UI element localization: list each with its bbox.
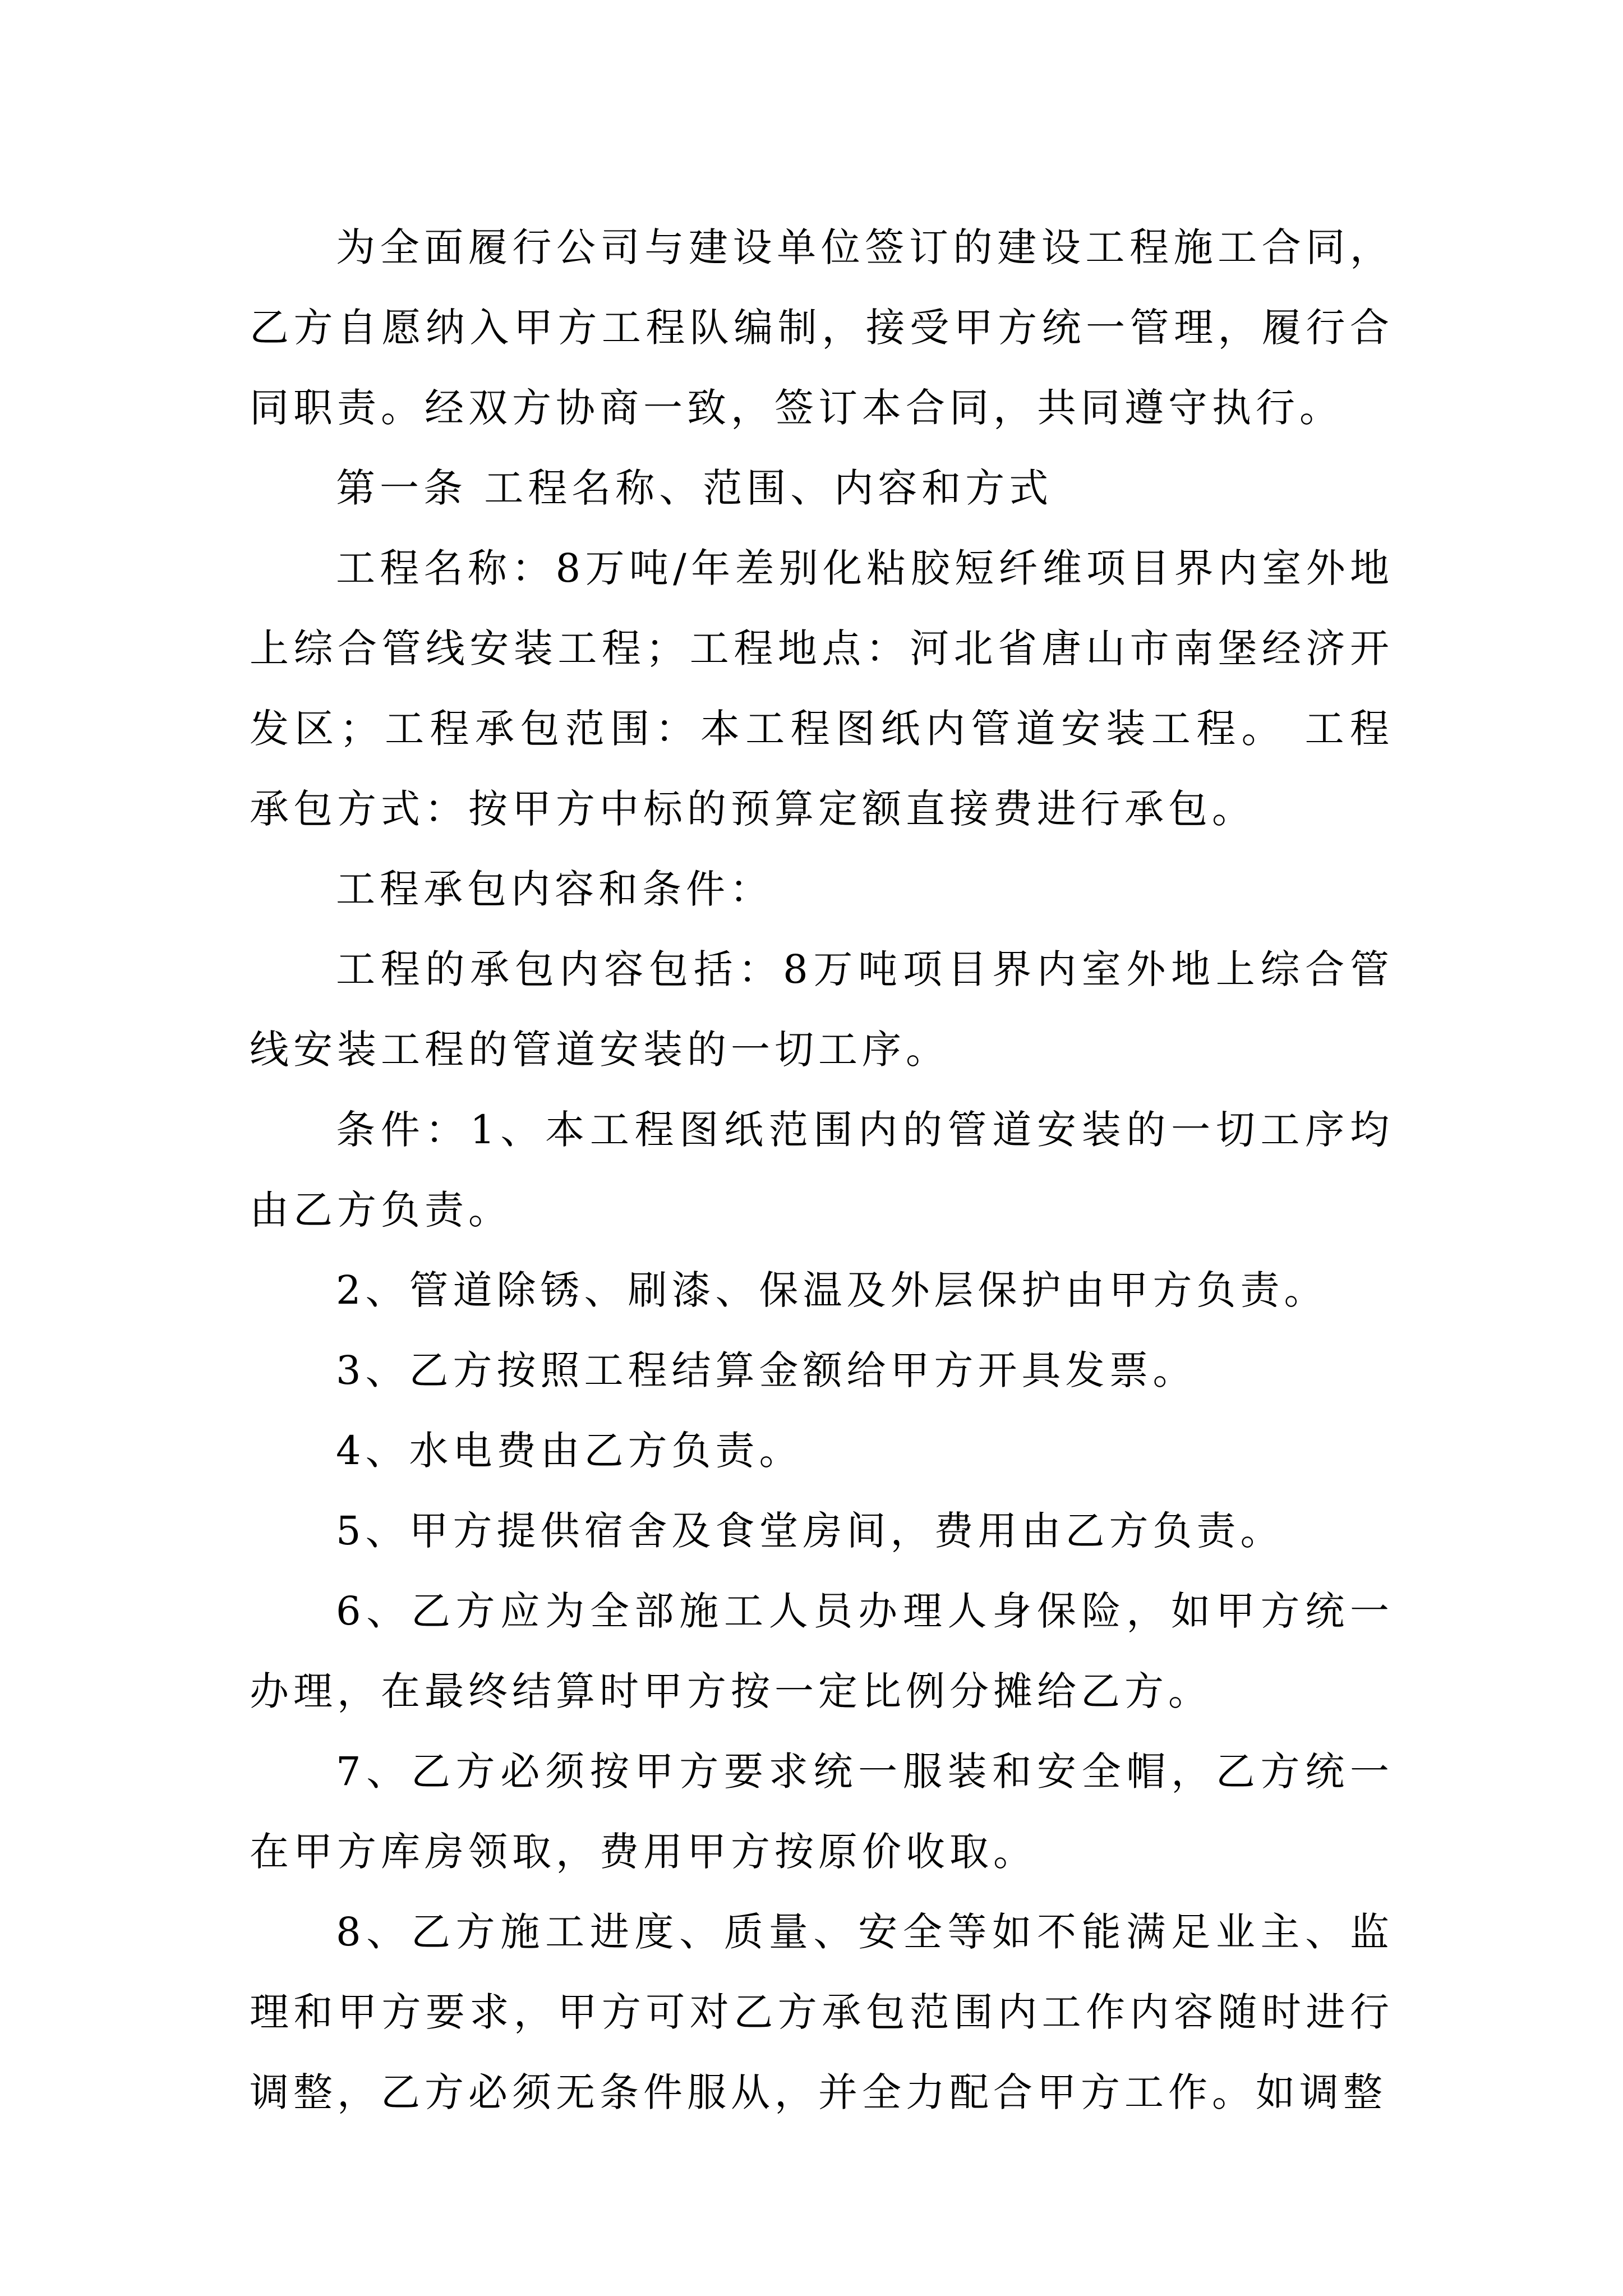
paragraph-scope-heading: 工程承包内容和条件： (336, 866, 773, 912)
paragraph-project-info: 工程名称：8万吨/年差别化粘胶短纤维项目界内室外地上综合管线安装工程；工程地点：河北省唐山市南堡经济开发区；工程承包范围：本工程图纸内管道安装工程。 工程承包方式：按甲方中标的预算定额直接费进行承包。 (250, 545, 1394, 832)
condition-item-8: 8、乙方施工进度、质量、安全等如不能满足业主、监理和甲方要求，甲方可对乙方承包范围内工作内容随时进行调整，乙方必须无条件服从，并全力配合甲方工作。如调整 (250, 1909, 1394, 2115)
condition-item-5: 5、甲方提供宿舍及食堂房间，费用由乙方负责。 (336, 1508, 1284, 1554)
condition-item-2: 2、管道除锈、刷漆、保温及外层保护由甲方负责。 (336, 1267, 1328, 1313)
condition-item-1: 条件：1、本工程图纸范围内的管道安装的一切工序均由乙方负责。 (250, 1107, 1394, 1233)
condition-item-4: 4、水电费由乙方负责。 (336, 1428, 803, 1474)
condition-item-7: 7、乙方必须按甲方要求统一服装和安全帽，乙方统一在甲方库房领取，费用甲方按原价收取。 (250, 1749, 1394, 1875)
condition-item-6: 6、乙方应为全部施工人员办理人身保险，如甲方统一办理，在最终结算时甲方按一定比例分摊给乙方。 (250, 1588, 1394, 1714)
document-page (250, 208, 1394, 2133)
paragraph-scope-content: 工程的承包内容包括：8万吨项目界内室外地上综合管线安装工程的管道安装的一切工序。 (250, 946, 1394, 1073)
paragraph-intro: 为全面履行公司与建设单位签订的建设工程施工合同，乙方自愿纳入甲方工程队编制，接受甲方统一管理，履行合同职责。经双方协商一致，签订本合同，共同遵守执行。 (250, 224, 1394, 431)
article-1-heading: 第一条 工程名称、范围、内容和方式 (336, 465, 1053, 511)
condition-item-3: 3、乙方按照工程结算金额给甲方开具发票。 (336, 1347, 1197, 1393)
